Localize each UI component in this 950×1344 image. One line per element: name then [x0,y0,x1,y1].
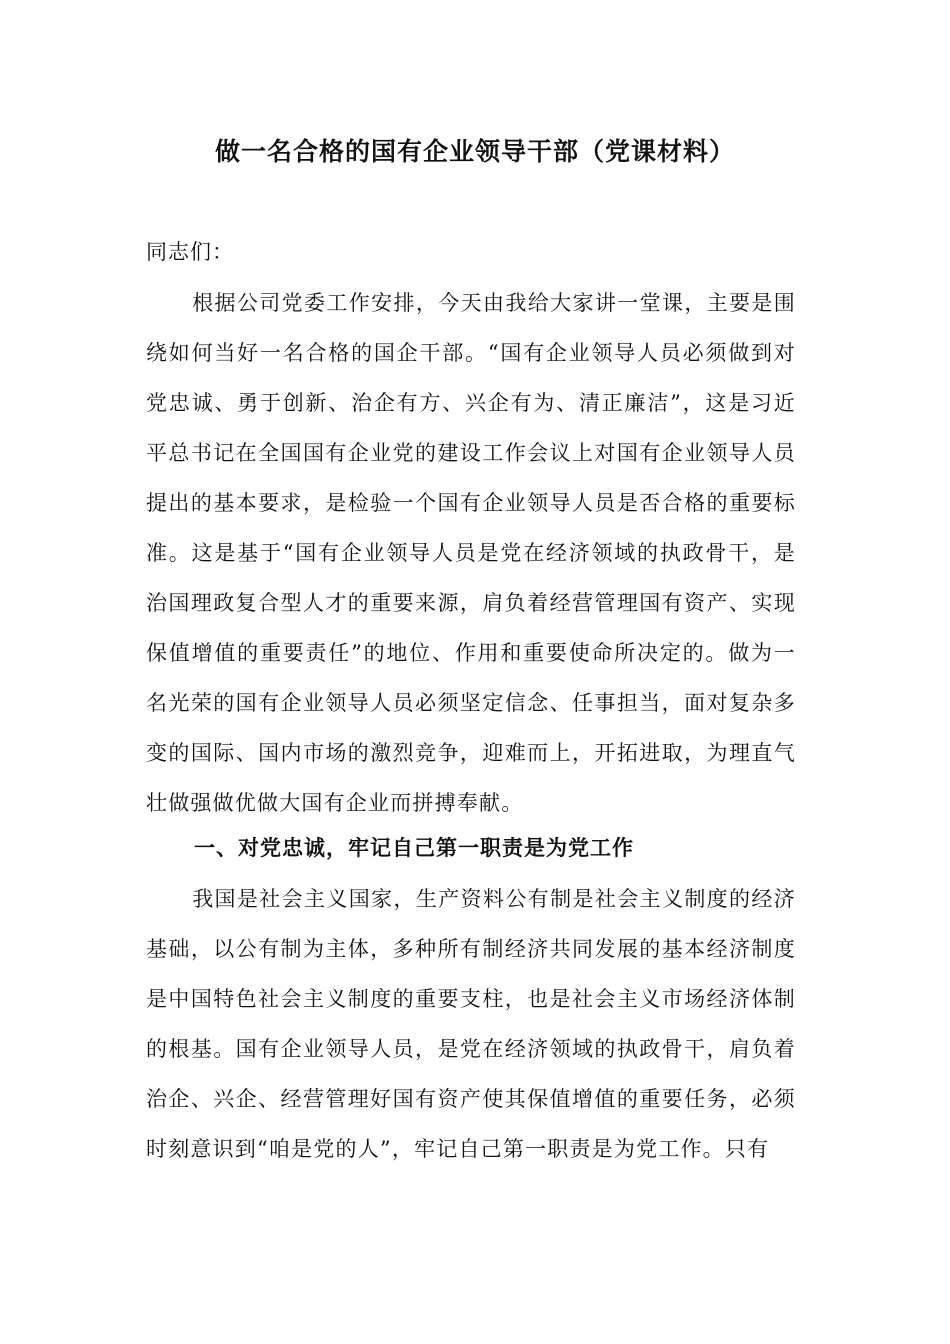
body-paragraph: 我国是社会主义国家，生产资料公有制是社会主义制度的经济基础，以公有制为主体，多种所有制经济共同发展的基本经济制度是中国特色社会主义制度的重要支柱，也是社会主义市场经济体制的根基。国有企业领导人员，是党在经济领域的执政骨干，肩负着治企、兴企、经营管理好国有资产使其保值增值的重要任务，必须时刻意识到“咱是党的人”，牢记自己第一职责是为党工作。只有 [146,887,796,1161]
document-title: 做一名合格的国有企业领导干部（党课材料） [214,137,735,166]
section-heading: 一、对党忠诚，牢记自己第一职责是为党工作 [194,836,634,860]
salutation: 同志们： [146,240,234,264]
body-paragraph: 根据公司党委工作安排，今天由我给大家讲一堂课，主要是围绕如何当好一名合格的国企干部。“国有企业领导人员必须做到对党忠诚、勇于创新、治企有方、兴企有为、清正廉洁”，这是习近平总书记在全国国有企业党的建设工作会议上对国有企业领导人员提出的基本要求，是检验一个国有企业领导人员是否合格的重要标准。这是基于“国有企业领导人员是党在经济领域的执政骨干，是治国理政复合型人才的重要来源，肩负着经营管理国有资产、实现保值增值的重要责任”的地位、作用和重要使命所决定的。做为一名光荣的国有企业领导人员必须坚定信念、任事担当，面对复杂多变的国际、国内市场的激烈竞争，迎难而上，开拓进取，为理直气壮做强做优做大国有企业而拼搏奉献。 [146,291,796,815]
